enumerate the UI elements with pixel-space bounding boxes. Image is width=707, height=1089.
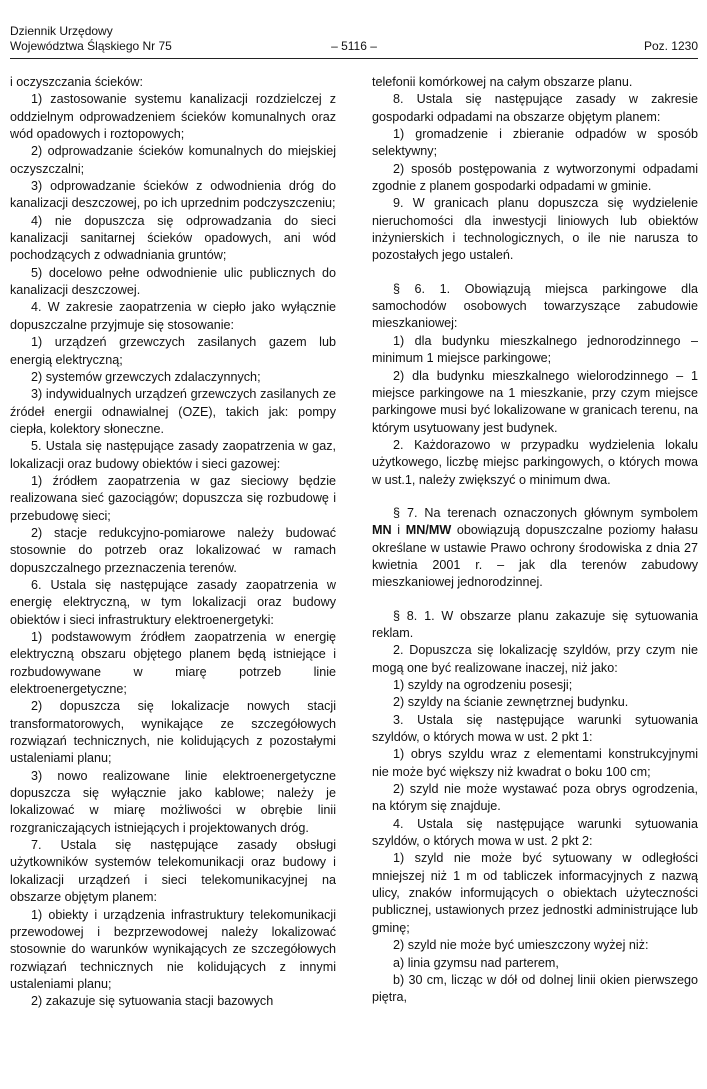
paragraph: i oczyszczania ścieków: <box>10 75 143 89</box>
paragraph: telefonii komórkowej na całym obszarze planu. <box>372 75 633 89</box>
paragraph: 3) indywidualnych urządzeń grzewczych zasilanych ze źródeł energii odnawialnej (OZE), takich jak: pompy ciepła, kolektory słoneczne. <box>10 387 336 436</box>
journal-title-line1: Dziennik Urzędowy <box>10 24 113 38</box>
position-number: Poz. 1230 <box>643 39 698 53</box>
paragraph: 1) źródłem zaopatrzenia w gaz sieciowy będzie realizowana sieć gazociągów; dopuszcza się rozbudowę i przebudowę sieci; <box>10 473 336 523</box>
paragraph: 3) odprowadzanie ścieków z odwodnienia dróg do kanalizacji deszczowej, po ich uprzednim podczyszczeniu; <box>10 179 336 211</box>
right-column <box>372 74 698 1007</box>
paragraph: 2) szyld nie może być umieszczony wyżej niż: <box>393 938 649 953</box>
paragraph: 2) dla budynku mieszkalnego wielorodzinnego – 1 miejsce parkingowe na 1 mieszkanie, przy czym miejsce parkingowe musi być lokalizowane w granicach terenu, na którym usytuowany jest budynek. <box>372 368 698 435</box>
paragraph: 1) szyld nie może być sytuowany w odległości mniejszej niż 1 m od tabliczek informacyjnych z nazwą ulicy, znaków informujących o obiektach użyteczności publicznej, ustawionych przez jednostki administrujące lub gminę; <box>372 851 698 935</box>
paragraph: 9. W granicach planu dopuszcza się wydzielenie nieruchomości dla inwestycji liniowych lub obiektów inżynierskich i technologicznych, o ile nie narusza to pozostałych jego ustaleń. <box>372 196 698 263</box>
section-7-text-b: i <box>391 523 406 538</box>
paragraph: 4. W zakresie zaopatrzenia w ciepło jako wyłącznie dopuszczalne przyjmuje się stosowanie: <box>10 300 336 332</box>
left-column <box>10 74 336 1011</box>
paragraph: 3. Ustala się następujące warunki sytuowania szyldów, o których mowa w ust. 2 pkt 1: <box>372 712 698 745</box>
header-divider <box>10 58 698 59</box>
paragraph: 3) nowo realizowane linie elektroenergetyczne dopuszcza się wyłącznie jako kablowe; należy je lokalizować w miarę możliwości w obrębie linii rozgraniczających istniejących i projektowanych dróg. <box>10 768 336 835</box>
journal-title-line2: Województwa Śląskiego Nr 75 <box>10 39 172 53</box>
paragraph: 2. Każdorazowo w przypadku wydzielenia lokalu użytkowego, liczbę miejsc parkingowych, o których mowa w ust.1, należy zwiększyć o minimum dwa. <box>372 437 698 487</box>
paragraph: 2) systemów grzewczych zdalaczynnych; <box>31 369 261 384</box>
symbol-mn: MN <box>372 523 392 538</box>
page-number: – 5116 – <box>331 39 377 53</box>
paragraph: 8. Ustala się następujące zasady w zakresie gospodarki odpadami na obszarze objętym planem: <box>372 92 698 124</box>
paragraph: 2. Dopuszcza się lokalizację szyldów, przy czym nie mogą one być realizowane inaczej, niż jako: <box>372 643 698 675</box>
section-7-text-c: obowiązują dopuszczalne poziomy hałasu określane w ustawie Prawo ochrony środowiska z dnia 27 kwietnia 2001 r. – jak dla terenów zabudowy mieszkaniowej jednorodzinnej. <box>372 523 699 590</box>
paragraph: 1) gromadzenie i zbieranie odpadów w sposób selektywny; <box>372 127 698 159</box>
symbol-mn-mw: MN/MW <box>405 523 452 538</box>
paragraph: 1) dla budynku mieszkalnego jednorodzinnego – minimum 1 miejsce parkingowe; <box>372 333 698 366</box>
section-paragraph-7 <box>372 505 698 592</box>
paragraph: 5. Ustala się następujące zasady zaopatrzenia w gaz, lokalizacji oraz budowy obiektów i sieci gazowej: <box>10 439 336 471</box>
paragraph: 1) obiekty i urządzenia infrastruktury telekomunikacji przewodowej i bezprzewodowej należy lokalizować stosownie do warunków wynikających ze szczegółowych rozwiązań technicznych nie kolidujących z innymi ustaleniami planu; <box>10 907 336 991</box>
paragraph: 4) nie dopuszcza się odprowadzania do sieci kanalizacji sanitarnej ścieków opadowych, ani wód pochodzących z odwadniania gruntów; <box>10 213 336 263</box>
paragraph: 2) stacje redukcyjno-pomiarowe należy budować stosownie do potrzeb oraz lokalizować w ramach dopuszczalnego przeznaczenia terenów. <box>10 525 336 575</box>
section-7-text-a: § 7. Na terenach oznaczonych głównym symbolem <box>393 505 698 520</box>
section-paragraph-8: § 8. 1. W obszarze planu zakazuje się sytuowania reklam. <box>372 608 698 640</box>
paragraph: 1) szyldy na ogrodzeniu posesji; <box>393 678 573 692</box>
paragraph: 2) szyld nie może wystawać poza obrys ogrodzenia, na którym się znajduje. <box>372 782 698 814</box>
paragraph: 1) podstawowym źródłem zaopatrzenia w energię elektryczną obszaru objętego planem będą istniejące i rozbudowywane w miarę potrzeb linie elektroenergetyczne; <box>10 630 336 697</box>
paragraph: 6. Ustala się następujące zasady zaopatrzenia w energię elektryczną, w tym lokalizacji oraz budowy obiektów i sieci infrastruktury elektroenergetyki: <box>10 577 336 627</box>
paragraph: 5) docelowo pełne odwodnienie ulic publicznych do kanalizacji deszczowej. <box>10 265 336 298</box>
paragraph: 1) urządzeń grzewczych zasilanych gazem lub energią elektryczną; <box>10 335 336 367</box>
paragraph: a) linia gzymsu nad parterem, <box>393 955 559 970</box>
paragraph: 1) zastosowanie systemu kanalizacji rozdzielczej z oddzielnym odprowadzeniem ścieków komunalnych oraz wód opadowych i roztopowych; <box>10 92 336 142</box>
paragraph: 2) szyldy na ścianie zewnętrznej budynku. <box>393 695 629 710</box>
paragraph: 2) sposób postępowania z wytworzonymi odpadami zgodnie z planem gospodarki odpadami w gminie. <box>372 161 698 194</box>
paragraph: b) 30 cm, licząc w dół od dolnej linii okien pierwszego piętra, <box>372 972 698 1005</box>
paragraph: 2) odprowadzanie ścieków komunalnych do miejskiej oczyszczalni; <box>10 144 336 176</box>
paragraph: 7. Ustala się następujące zasady obsługi użytkowników systemów telekomunikacji oraz budowy i lokalizacji urządzeń i sieci telekomunikacyjnej na obszarze objętym planem: <box>10 838 336 905</box>
paragraph: 4. Ustala się następujące warunki sytuowania szyldów, o których mowa w ust. 2 pkt 2: <box>372 816 698 849</box>
section-paragraph-6: § 6. 1. Obowiązują miejsca parkingowe dla samochodów osobowych towarzyszące zabudowie mieszkaniowej: <box>372 281 698 331</box>
journal-title <box>10 24 172 54</box>
paragraph: 2) zakazuje się sytuowania stacji bazowych <box>31 994 274 1009</box>
paragraph: 2) dopuszcza się lokalizacje nowych stacji transformatorowych, wynikające ze szczegółowych rozwiązań technicznych, nie kolidujących z pozostałymi ustaleniami planu; <box>10 699 336 766</box>
page-header <box>10 24 698 58</box>
paragraph: 1) obrys szyldu wraz z elementami konstrukcyjnymi nie może być większy niż kwadrat o boku 100 cm; <box>372 747 698 779</box>
